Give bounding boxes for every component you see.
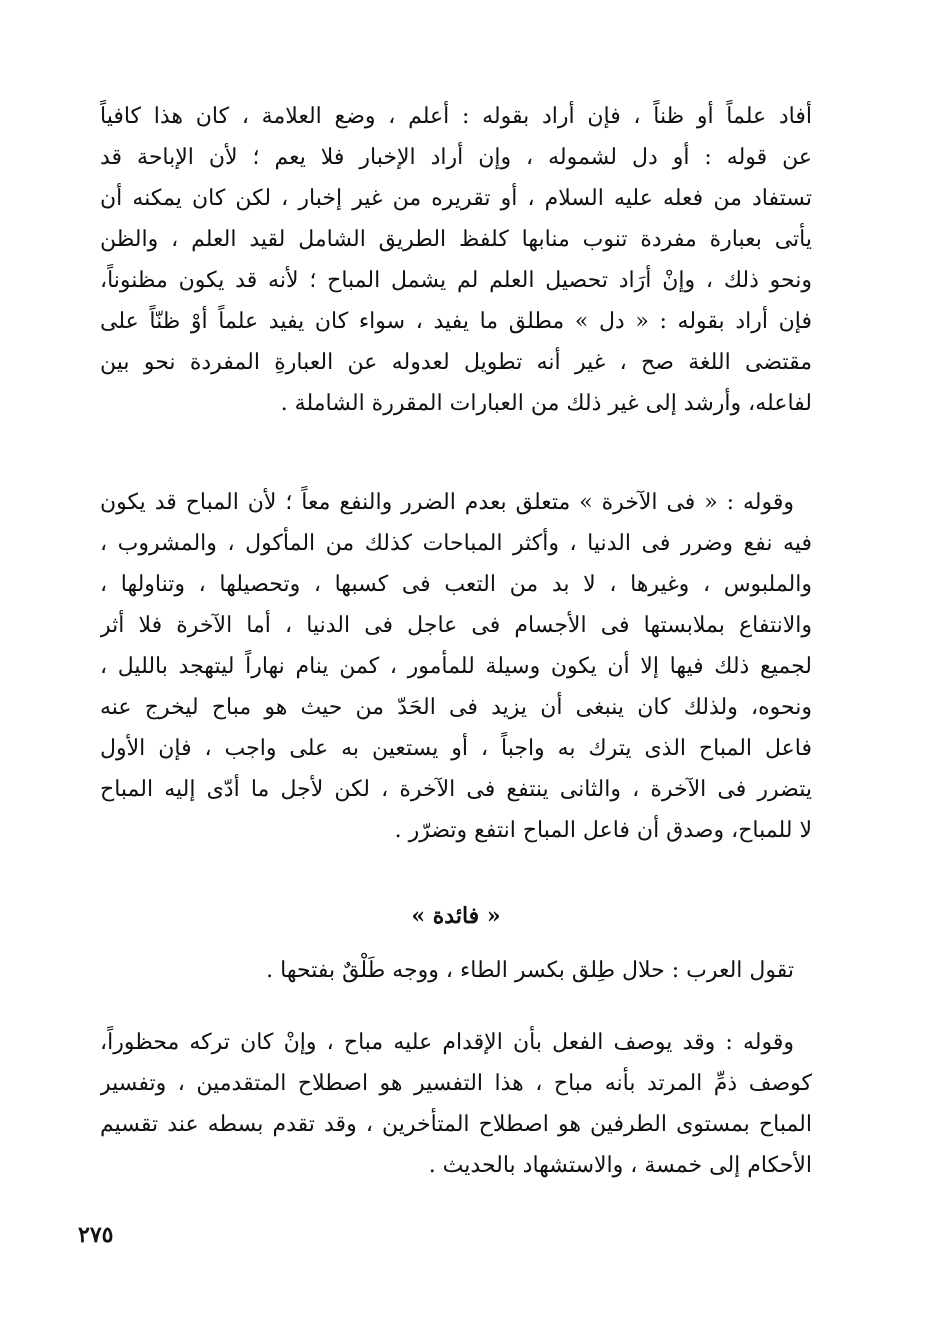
text-line: فاعل المباح الذى يترك به واجباً ، أو يستعين به على واجب ، فإن الأول xyxy=(100,736,812,761)
text-line: والانتفاع بملابستها فى الأجسام فى عاجل فى الدنيا ، أما الآخرة فلا أثر xyxy=(100,613,812,638)
text-line: لا للمباح، وصدق أن فاعل المباح انتفع وتضرّر . xyxy=(394,818,812,843)
text-line: لجميع ذلك فيها إلا أن يكون وسيلة للمأمور ، كمن ينام نهاراً ليتهجد بالليل ، xyxy=(100,654,812,679)
section-heading: « فائدة » xyxy=(411,903,501,929)
paragraph-2 xyxy=(100,482,812,851)
text-line: يتضرر فى الآخرة ، والثانى ينتفع فى الآخرة ، لكن لأجل ما أدّى إليه المباح xyxy=(100,777,812,802)
text-line: ونحوه، ولذلك كان ينبغى أن يزيد فى الحَدّ من حيث هو مباح ليخرج عنه xyxy=(100,695,812,720)
text-line: وقوله : « فى الآخرة » متعلق بعدم الضرر والنفع معاً ؛ لأن المباح قد يكون xyxy=(100,490,794,515)
text-line: تقول العرب : حلال طِلق بكسر الطاء ، ووجه طَلْقٌ بفتحها . xyxy=(266,958,794,983)
text-line: فيه نفع وضرر فى الدنيا ، وأكثر المباحات كذلك من المأكول ، والمشروب ، xyxy=(100,531,812,556)
text-line: أفاد علماً أو ظناً ، فإن أراد بقوله : أعلم ، وضع العلامة ، كان هذا كافياً xyxy=(100,104,812,129)
text-line: يأتى بعبارة مفردة تنوب منابها كلفظ الطريق الشامل لقيد العلم ، والظن xyxy=(100,227,812,252)
text-line: فإن أراد بقوله : « دل » مطلق ما يفيد ، سواء كان يفيد علماً أوْ ظنّاً على xyxy=(100,309,812,334)
text-line: عن قوله : أو دل لشموله ، وإن أراد الإخبار فلا يعم ؛ لأن الإباحة قد xyxy=(100,145,812,170)
paragraph-4 xyxy=(100,1022,812,1186)
text-line: تستفاد من فعله عليه السلام ، أو تقريره من غير إخبار ، لكن كان يمكنه أن xyxy=(100,186,812,211)
text-line: وقوله : وقد يوصف الفعل بأن الإقدام عليه مباح ، وإنْ كان تركه محظوراً، xyxy=(100,1030,794,1055)
text-line: المباح بمستوى الطرفين هو اصطلاح المتأخرين ، وقد تقدم بسطه عند تقسيم xyxy=(100,1112,812,1137)
text-line: ونحو ذلك ، وإنْ أرَاد تحصيل العلم لم يشمل المباح ؛ لأنه قد يكون مظنوناً، xyxy=(100,268,812,293)
text-line: كوصف ذمِّ المرتد بأنه مباح ، هذا التفسير هو اصطلاح المتقدمين ، وتفسير xyxy=(100,1071,812,1096)
paragraph-1 xyxy=(100,96,812,424)
text-line: لفاعله، وأرشد إلى غير ذلك من العبارات المقررة الشاملة . xyxy=(280,391,812,416)
text-line: والملبوس ، وغيرها ، لا بد من التعب فى كسبها ، وتحصيلها ، وتناولها ، xyxy=(100,572,812,597)
text-line: مقتضى اللغة صح ، غير أنه تطويل لعدوله عن العبارةِ المفردة نحو بين xyxy=(100,350,812,375)
page-number: ٢٧٥ xyxy=(78,1222,114,1248)
paragraph-3 xyxy=(100,950,812,991)
text-line: الأحكام إلى خمسة ، والاستشهاد بالحديث . xyxy=(428,1153,812,1178)
